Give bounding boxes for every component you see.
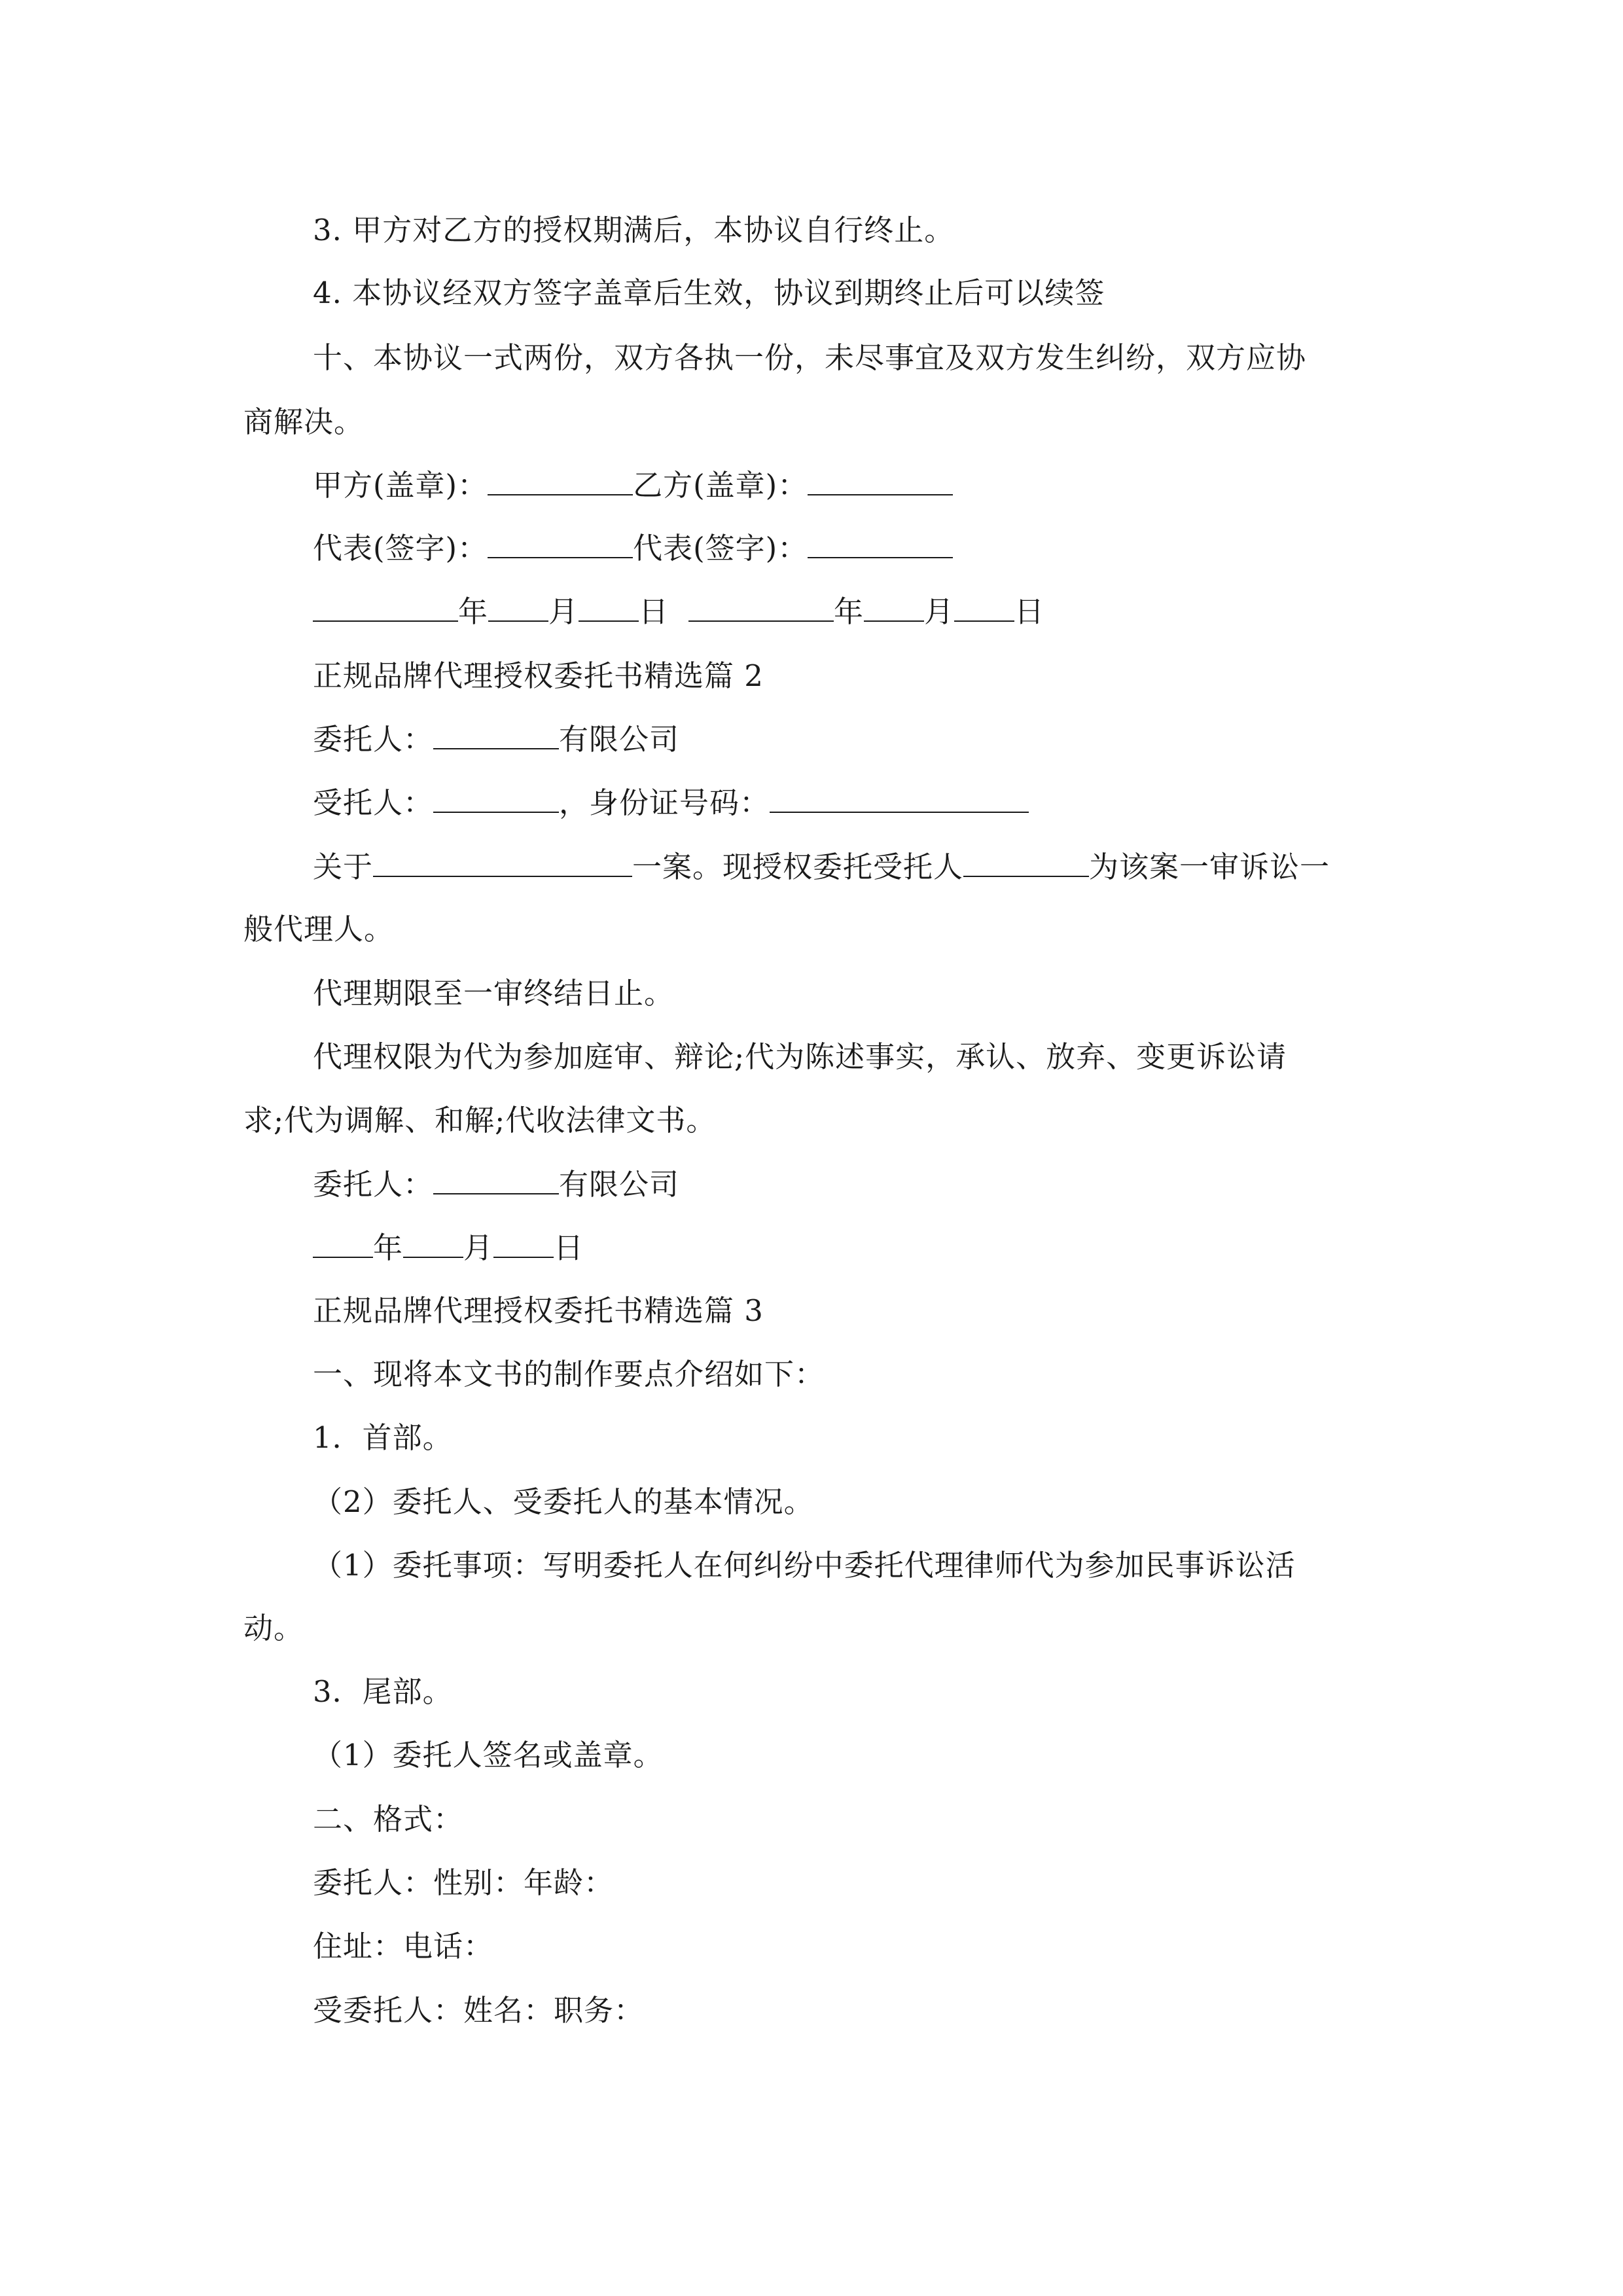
year-blank-c xyxy=(313,1230,373,1258)
party-b-seal-blank xyxy=(808,468,953,495)
rep-sign-b-label: 代表(签字)： xyxy=(633,531,808,565)
intro-line: 一、现将本文书的制作要点介绍如下： xyxy=(313,1357,825,1391)
rep-sign-a-blank xyxy=(488,531,633,558)
year-blank-a xyxy=(313,594,458,622)
head-item: 1．首部。 xyxy=(313,1420,453,1455)
month-label: 月 xyxy=(924,594,955,629)
principal-label: 委托人： xyxy=(313,722,434,757)
matters-line-1: （1）委托事项：写明委托人在何纠纷中委托代理律师代为参加民事诉讼活 xyxy=(313,1548,1296,1583)
tail-item: 3．尾部。 xyxy=(313,1674,453,1709)
day-blank-a xyxy=(579,594,639,622)
month-blank-c xyxy=(403,1230,463,1258)
principal-row xyxy=(313,720,679,759)
id-label: ，身份证号码： xyxy=(559,785,770,820)
company-suffix: 有限公司 xyxy=(559,1167,680,1202)
basic-info-item: （2）委托人、受委托人的基本情况。 xyxy=(313,1484,814,1519)
matters-line-2: 动。 xyxy=(243,1611,304,1645)
clause-3: 3. 甲方对乙方的授权期满后，本协议自行终止。 xyxy=(313,213,955,247)
month-label: 月 xyxy=(463,1230,494,1265)
case-prefix: 关于 xyxy=(313,850,374,884)
section-title-3: 正规品牌代理授权委托书精选篇 3 xyxy=(313,1293,764,1328)
party-b-seal-label: 乙方(盖章)： xyxy=(633,468,808,503)
day-label: 日 xyxy=(554,1230,584,1265)
agency-term: 代理期限至一审终结日止。 xyxy=(313,976,675,1011)
year-blank-b xyxy=(688,594,834,622)
month-label: 月 xyxy=(548,594,579,629)
principal-row-2 xyxy=(313,1165,679,1204)
clause-4: 4. 本协议经双方签字盖章后生效，协议到期终止后可以续签 xyxy=(313,276,1105,310)
date-row-2 xyxy=(313,1229,584,1268)
principal-label: 委托人： xyxy=(313,1167,434,1202)
year-label: 年 xyxy=(458,594,489,629)
month-blank-b xyxy=(864,594,924,622)
format-heading: 二、格式： xyxy=(313,1802,464,1837)
year-label: 年 xyxy=(834,594,865,629)
sign-item: （1）委托人签名或盖章。 xyxy=(313,1738,664,1772)
case-suffix: 为该案一审诉讼一 xyxy=(1089,850,1330,884)
seal-row xyxy=(313,466,953,505)
clause-10-line-2: 商解决。 xyxy=(243,404,365,439)
principal-blank xyxy=(433,722,559,749)
principal-blank-2 xyxy=(433,1167,559,1194)
id-blank xyxy=(770,785,1029,813)
day-label: 日 xyxy=(639,594,669,629)
sign-row xyxy=(313,529,953,568)
section-title-2: 正规品牌代理授权委托书精选篇 2 xyxy=(313,658,764,693)
format-principal: 委托人：性别：年龄： xyxy=(313,1865,615,1900)
case-line-1 xyxy=(313,848,1330,887)
rep-sign-a-label: 代表(签字)： xyxy=(313,531,488,565)
case-blank xyxy=(373,850,632,877)
agent-row xyxy=(313,783,1029,823)
scope-line-2: 求;代为调解、和解;代收法律文书。 xyxy=(243,1103,717,1138)
party-a-seal-label: 甲方(盖章)： xyxy=(313,468,488,503)
company-suffix: 有限公司 xyxy=(559,722,680,757)
scope-line-1: 代理权限为代为参加庭审、辩论;代为陈述事实，承认、放弃、变更诉讼请 xyxy=(313,1039,1287,1074)
day-blank-b xyxy=(954,594,1014,622)
day-blank-c xyxy=(493,1230,554,1258)
format-agent: 受委托人：姓名：职务： xyxy=(313,1993,645,2028)
agent-name-blank xyxy=(963,850,1089,877)
case-mid: 一案。现授权委托受托人 xyxy=(632,850,964,884)
day-label: 日 xyxy=(1014,594,1045,629)
month-blank-a xyxy=(488,594,548,622)
date-row xyxy=(313,592,1044,632)
format-address: 住址：电话： xyxy=(313,1929,494,1964)
clause-10-line-1: 十、本协议一式两份，双方各执一份，未尽事宜及双方发生纠纷，双方应协 xyxy=(313,340,1307,375)
agent-label: 受托人： xyxy=(313,785,434,820)
agent-blank xyxy=(433,785,559,813)
rep-sign-b-blank xyxy=(808,531,953,558)
case-line-2: 般代理人。 xyxy=(243,912,395,946)
party-a-seal-blank xyxy=(488,468,633,495)
year-label: 年 xyxy=(373,1230,404,1265)
